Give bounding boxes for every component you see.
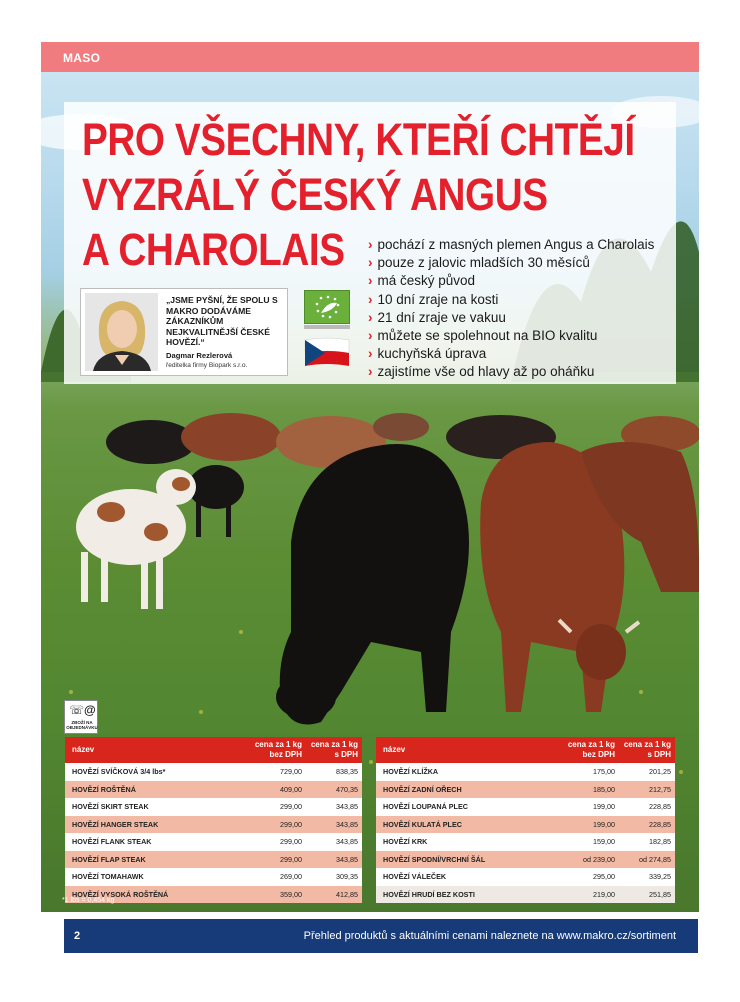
table-row: HOVĚZÍ FLAP STEAK 299,00 343,85 [65, 851, 362, 869]
table-header-row [376, 737, 675, 763]
column-header-price-net: cena za 1 kg bez DPH [250, 737, 306, 763]
table-row: HOVĚZÍ KULATÁ PLEC 199,00 228,85 [376, 816, 675, 834]
footer-info-text: Přehled produktů s aktuálními cenami naleznete na www.makro.cz/sortiment [303, 930, 676, 942]
chevron-right-icon: › [368, 346, 373, 362]
feature-item: › zajistíme vše od hlavy až po oháňku [368, 364, 595, 380]
headline-line-2: VYZRÁLÝ ČESKÝ ANGUS [82, 169, 548, 220]
chevron-right-icon: › [368, 328, 373, 344]
chevron-right-icon: › [368, 291, 373, 307]
table-row: HOVĚZÍ ROŠTĚNÁ 409,00 470,35 [65, 781, 362, 799]
portrait-photo [85, 293, 158, 371]
chevron-right-icon: › [368, 255, 373, 271]
eu-organic-code [304, 325, 350, 329]
feature-item: › pochází z masných plemen Angus a Charolais [368, 237, 655, 252]
table-row: HOVĚZÍ SPODNÍ/VRCHNÍ ŠÁL od 239,00 od 274,85 [376, 851, 675, 869]
price-table-right [376, 737, 675, 903]
phone-at-icon: ☏@ [69, 703, 96, 717]
page-number: 2 [74, 930, 81, 942]
table-row: HOVĚZÍ ZADNÍ OŘECH 185,00 212,75 [376, 781, 675, 799]
section-bar [41, 42, 699, 72]
table-row: HOVĚZÍ HRUDÍ BEZ KOSTI 219,00 251,85 [376, 886, 675, 904]
table-row: HOVĚZÍ HANGER STEAK 299,00 343,85 [65, 816, 362, 834]
section-label: MASO [63, 51, 101, 65]
table-header-row [65, 737, 362, 763]
table-row: HOVĚZÍ KRK 159,00 182,85 [376, 833, 675, 851]
page-footer [64, 919, 698, 953]
quote-text: „JSME PYŠNÍ, ŽE SPOLU S MAKRO DODÁVÁME ZÁKAZNÍKŮM NEJKVALITNĚJŠÍ ČESKÉ HOVĚZÍ.“ [166, 295, 278, 348]
feature-item: › pouze z jalovic mladších 30 měsíců [368, 255, 590, 271]
feature-item: › 21 dní zraje ve vakuu [368, 309, 506, 325]
table-row: HOVĚZÍ VÁLEČEK 295,00 339,25 [376, 868, 675, 886]
footnote: *1 lbs = 0,454 kg [62, 897, 115, 904]
column-header-price-gross: cena za 1 kg s DPH [306, 737, 362, 763]
chevron-right-icon: › [368, 309, 373, 325]
testimonial-box [80, 288, 288, 376]
chevron-right-icon: › [368, 237, 373, 252]
quote-author-role: ředitelka firmy Biopark s.r.o. [166, 362, 248, 369]
table-row: HOVĚZÍ KLÍŽKA 175,00 201,25 [376, 763, 675, 781]
headline-line-1: PRO VŠECHNY, KTEŘÍ CHTĚJÍ [82, 114, 635, 165]
table-row: HOVĚZÍ TOMAHAWK 269,00 309,35 [65, 868, 362, 886]
feature-item: › má český původ [368, 273, 476, 289]
price-table-left [65, 737, 362, 903]
feature-list [368, 236, 678, 382]
feature-item: › 10 dní zraje na kosti [368, 291, 499, 307]
column-header-name: název [65, 737, 250, 763]
feature-item: › můžete se spolehnout na BIO kvalitu [368, 328, 598, 344]
feature-item: › kuchyňská úprava [368, 346, 487, 362]
eu-organic-logo [304, 290, 350, 324]
table-row: HOVĚZÍ SKIRT STEAK 299,00 343,85 [65, 798, 362, 816]
table-row: HOVĚZÍ VYSOKÁ ROŠTĚNÁ 359,00 412,85 [65, 886, 362, 904]
column-header-price-gross: cena za 1 kg s DPH [619, 737, 675, 763]
order-on-request-caption: ZBOŽÍ NA OBJEDNÁVKU [66, 720, 98, 730]
chevron-right-icon: › [368, 273, 373, 289]
table-row: HOVĚZÍ LOUPANÁ PLEC 199,00 228,85 [376, 798, 675, 816]
table-row: HOVĚZÍ FLANK STEAK 299,00 343,85 [65, 833, 362, 851]
table-row: HOVĚZÍ SVÍČKOVÁ 3/4 lbs* 729,00 838,35 [65, 763, 362, 781]
column-header-name: název [376, 737, 563, 763]
order-on-request-icon [64, 700, 98, 734]
headline-line-3: A CHAROLAIS [82, 224, 345, 275]
column-header-price-net: cena za 1 kg bez DPH [563, 737, 619, 763]
czech-flag-icon [303, 336, 351, 370]
quote-author-name: Dagmar Rezlerová [166, 351, 233, 360]
chevron-right-icon: › [368, 364, 373, 380]
